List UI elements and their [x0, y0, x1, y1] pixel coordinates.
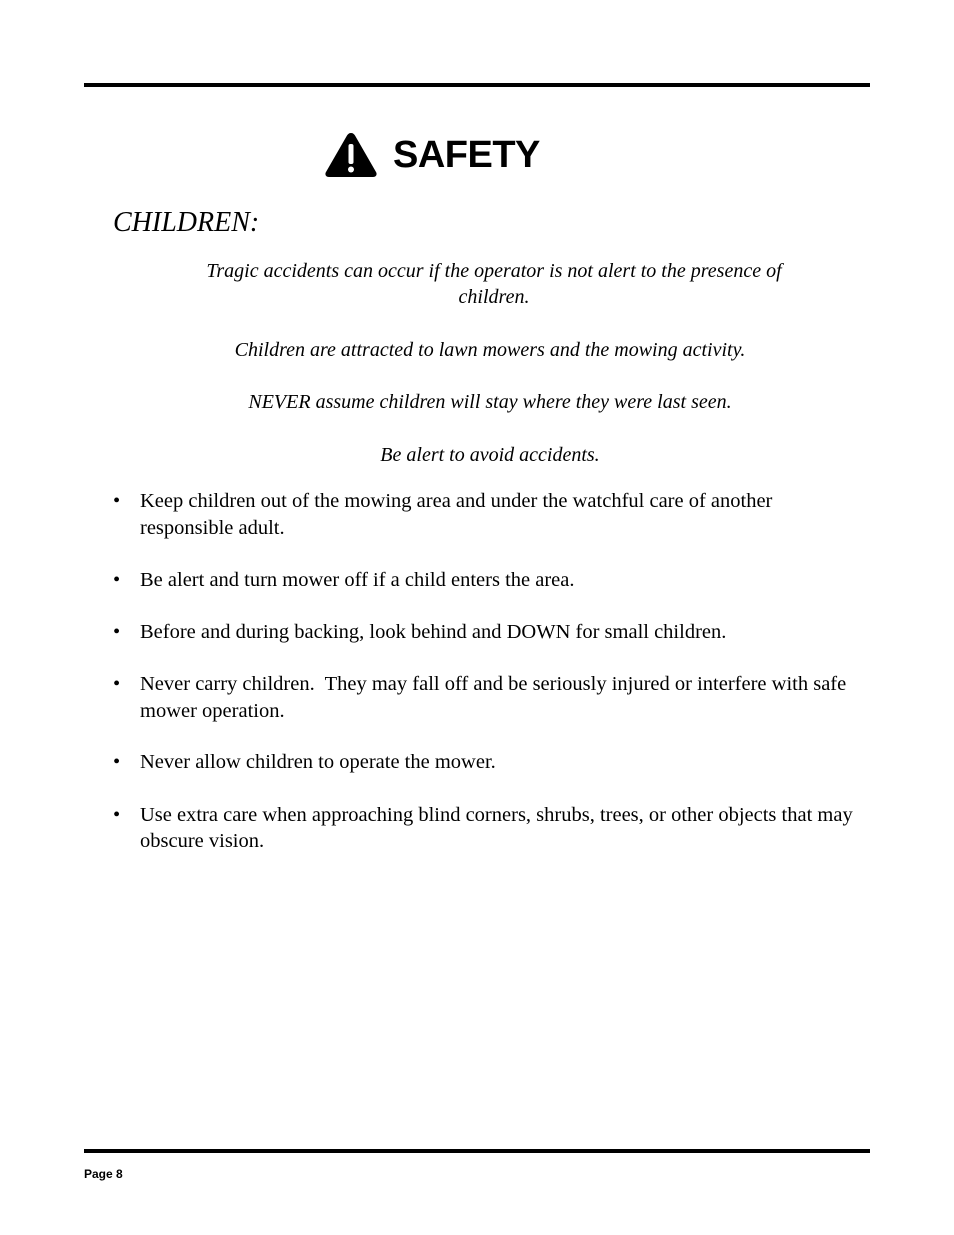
list-item [113, 671, 863, 724]
bullet-marker: • [113, 490, 121, 512]
top-rule [84, 83, 870, 87]
intro-text-1: Tragic accidents can occur if the operator is not alert to the presence of children. [206, 260, 782, 308]
warning-triangle-icon [324, 131, 378, 179]
bullet-list [113, 488, 863, 855]
bullet-text: Use extra care when approaching blind corners, shrubs, trees, or other objects that may obscure vision. [140, 803, 858, 852]
bullet-text: Keep children out of the mowing area and under the watchful care of another responsible adult. [140, 490, 778, 539]
bullet-text: Never carry children. They may fall off and be seriously injured or interfere with safe mower operation. [140, 673, 852, 722]
safety-header [324, 130, 540, 180]
bullet-marker: • [113, 620, 121, 643]
list-item [113, 567, 863, 594]
bullet-text: Be alert and turn mower off if a child enters the area. [140, 569, 575, 591]
bullet-marker: • [113, 751, 121, 773]
list-item [113, 802, 863, 855]
page-number: Page 8 [84, 1167, 123, 1181]
list-item [113, 619, 863, 646]
bullet-text: Never allow children to operate the mower. [140, 751, 496, 773]
section-title: CHILDREN: [113, 207, 260, 238]
bullet-marker: • [113, 569, 121, 591]
intro-text-3: NEVER assume children will stay where they were last seen. [248, 391, 732, 413]
bullet-marker: • [113, 803, 121, 826]
intro-text-4: Be alert to avoid accidents. [380, 444, 600, 466]
intro-text-2: Children are attracted to lawn mowers and the mowing activity. [234, 339, 746, 361]
list-item [113, 488, 863, 541]
bullet-marker: • [113, 673, 121, 695]
list-item [113, 749, 863, 776]
page-title: SAFETY [393, 134, 540, 176]
bottom-rule [84, 1149, 870, 1153]
bullet-text: Before and during backing, look behind and DOWN for small children. [140, 620, 727, 643]
